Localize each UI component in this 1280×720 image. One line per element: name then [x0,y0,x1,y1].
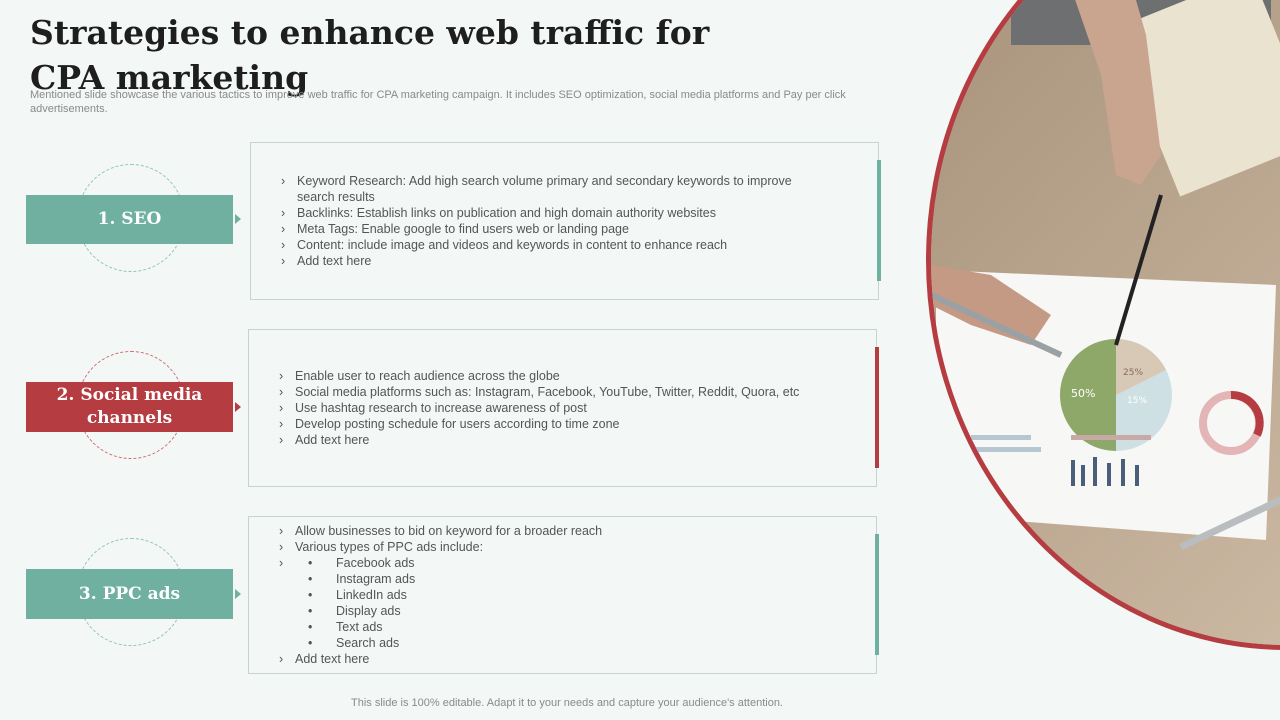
bar-mark [1121,459,1125,486]
bar-mark [1071,435,1151,440]
list-item: › Add text here [277,432,857,448]
social-arrow [235,402,241,412]
list-item: › Add text here [277,651,837,667]
bar-mark [1135,465,1139,486]
footer-note: This slide is 100% editable. Adapt it to your needs and capture your audience's attention. [351,697,783,709]
list-item: • Instagram ads [277,571,837,587]
bar-mark [1071,460,1075,486]
seo-list [279,173,829,269]
list-item: › Backlinks: Establish links on publication and high domain authority websites [279,205,829,221]
list-item: • LinkedIn ads [277,587,837,603]
list-item: • › Facebook ads [277,555,837,571]
seo-label: 1. SEO [26,195,233,244]
bar-mark [971,447,1041,452]
list-item: › Meta Tags: Enable google to find users web or landing page [279,221,829,237]
seo-arrow [235,214,241,224]
social-accent-bar [875,347,879,468]
slide-title: Strategies to enhance web traffic for CPA marketing [30,13,710,97]
photo-illustration [931,0,1280,650]
ppc-arrow [235,589,241,599]
ppc-accent-bar [875,534,879,655]
list-item: › Add text here [279,253,829,269]
list-item: › Enable user to reach audience across the globe [277,368,857,384]
ppc-box [248,516,877,674]
social-list [277,368,857,448]
list-item: › Social media platforms such as: Instagram, Facebook, YouTube, Twitter, Reddit, Quora, etc [277,384,857,400]
social-box [248,329,877,487]
bar-mark [1107,463,1111,486]
list-item: › Content: include image and videos and keywords in content to enhance reach [279,237,829,253]
ppc-label: 3. PPC ads [26,569,233,619]
list-item: › Develop posting schedule for users according to time zone [277,416,857,432]
social-label: 2. Social media channels [26,382,233,432]
pie-label-small: 25% [1123,368,1144,378]
list-item: • Text ads [277,619,837,635]
seo-accent-bar [877,160,881,281]
business-analytics-photo [926,0,1280,650]
list-item: › Keyword Research: Add high search volume primary and secondary keywords to improve search results [279,173,829,205]
list-item: › Allow businesses to bid on keyword for a broader reach [277,523,837,539]
ppc-list [277,523,837,667]
list-item: • Search ads [277,635,837,651]
pie-label-third: 15% [1127,396,1148,406]
list-item: › Use hashtag research to increase awareness of post [277,400,857,416]
bar-mark [1093,457,1097,486]
list-item [277,555,837,651]
list-item: › Various types of PPC ads include: [277,539,837,555]
bar-mark [1081,465,1085,486]
pie-label-large: 50% [1071,387,1096,400]
ppc-ad-types-list [277,555,837,651]
bar-mark [971,435,1031,440]
seo-box [250,142,879,300]
slide-subtitle: Mentioned slide showcase the various tactics to improve web traffic for CPA marketing campaign. It includes SEO optimization, social media platforms and Pay per click advertisements. [30,89,846,115]
list-item: • Display ads [277,603,837,619]
